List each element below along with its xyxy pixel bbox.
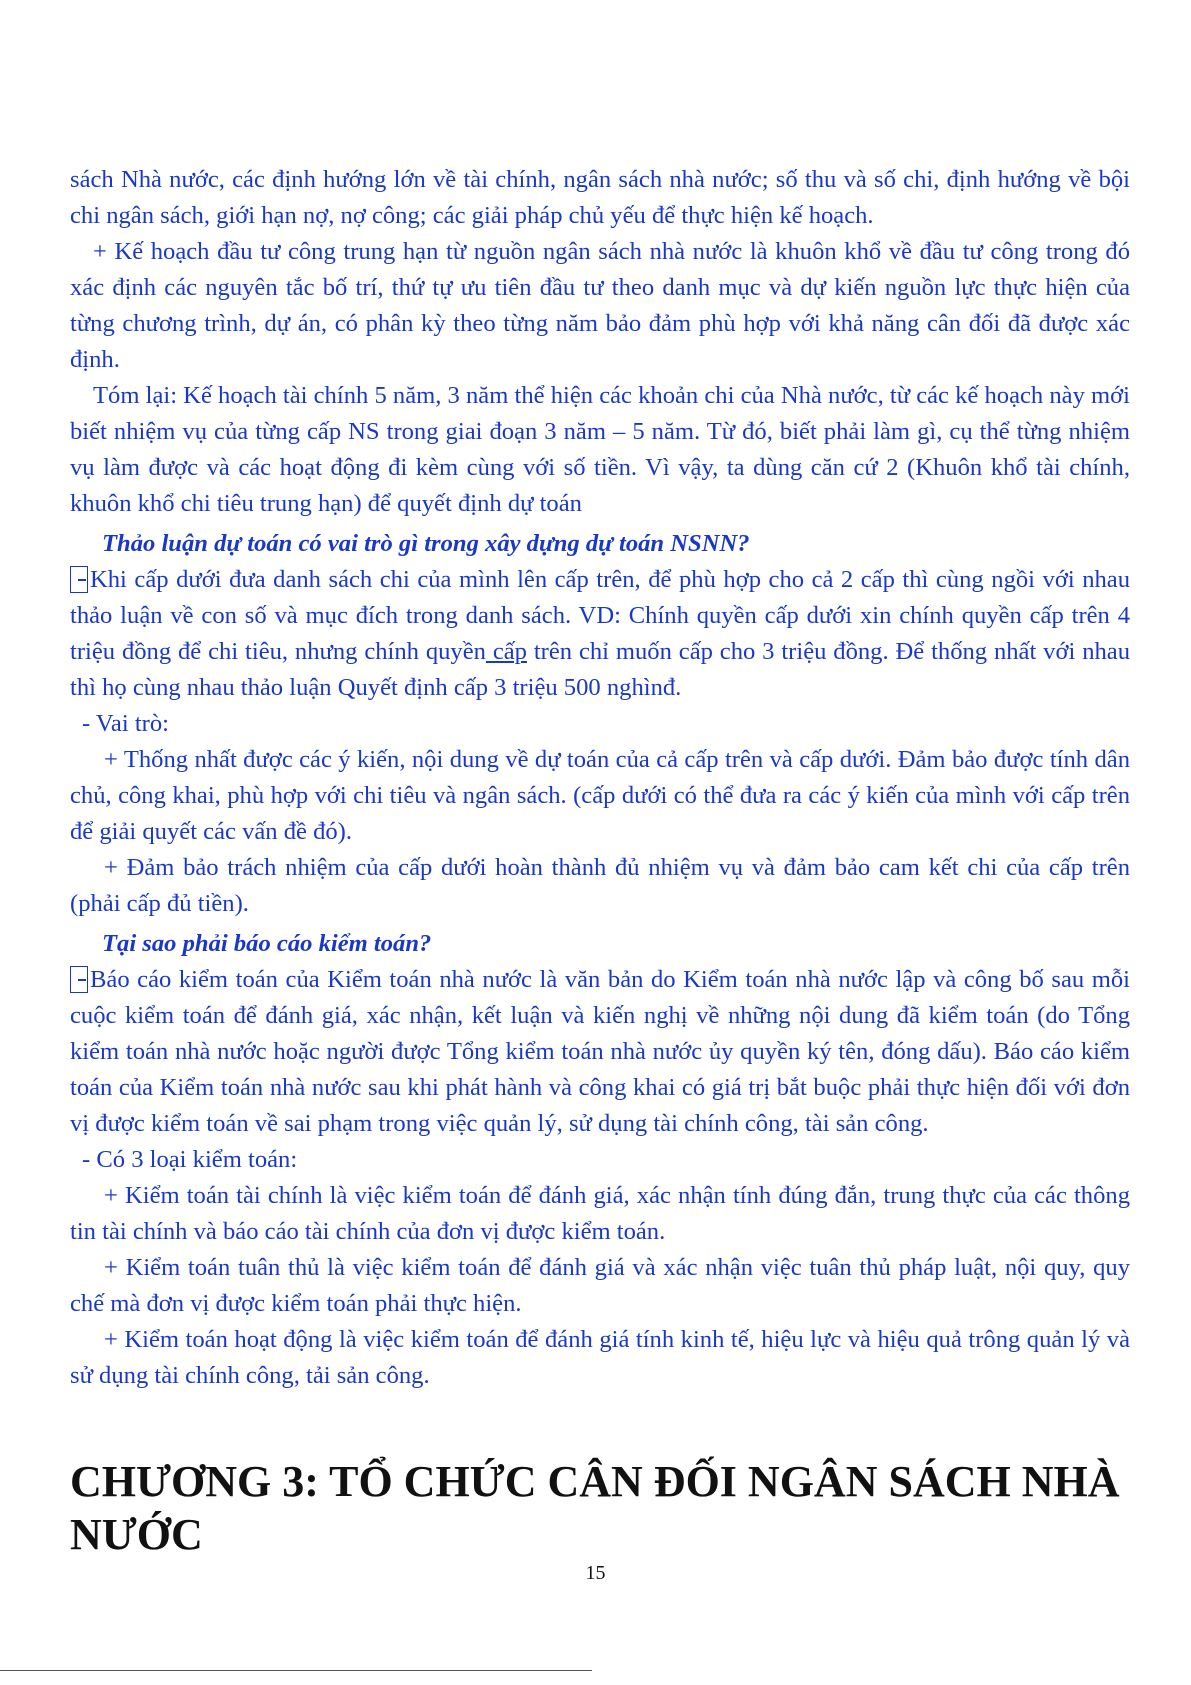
paragraph-role-1: + Thống nhất được các ý kiến, nội dung về dự toán của cả cấp trên và cấp dưới. Đảm bảo được tính dân chủ, công khai, phù hợp với chi tiêu và ngân sách. (cấp dưới có thể đưa ra các ý kiến của mình với cấp trên để giải quyết các vấn đề đó).: [70, 746, 1130, 845]
paragraph-audit-performance: + Kiểm toán hoạt động là việc kiểm toán để đánh giá tính kinh tế, hiệu lực và hiệu quả trông quản lý và sử dụng tài chính công, tải sản công.: [70, 1326, 1130, 1389]
paragraph-audit-types-label: - Có 3 loại kiểm toán:: [82, 1146, 298, 1173]
page-number: 15: [585, 1562, 606, 1584]
underlined-word: cấp: [485, 638, 527, 665]
paragraph-summary: Tóm lại: Kế hoạch tài chính 5 năm, 3 năm thể hiện các khoản chi của Nhà nước, từ các kế hoạch này mới biết nhiệm vụ của từng cấp NS trong giai đoạn 3 năm – 5 năm. Từ đó, biết phải làm gì, cụ thể từng nhiệm vụ làm được và các hoạt động đi kèm cùng với số tiền. Vì vậy, ta dùng căn cứ 2 (Khuôn khổ tài chính, khuôn khổ chi tiêu trung hạn) để quyết định dự toán: [70, 382, 1130, 517]
paragraph-budget-plan-end: sách Nhà nước, các định hướng lớn về tài chính, ngân sách nhà nước; số thu và số chi, định hướng về bội chi ngân sách, giới hạn nợ, nợ công; các giải pháp chủ yếu để thực hiện kế hoạch.: [70, 166, 1130, 229]
paragraph-role-label: - Vai trò:: [82, 710, 169, 737]
body-text: [70, 162, 1130, 1394]
question-heading-discussion: Thảo luận dự toán có vai trò gì trong xây dựng dự toán NSNN?: [102, 530, 750, 557]
paragraph-role-2: + Đảm bảo trách nhiệm của cấp dưới hoàn thành đủ nhiệm vụ và đảm bảo cam kết chi của cấp trên (phải cấp đủ tiền).: [70, 854, 1130, 917]
dash-box-icon: [70, 566, 88, 593]
paragraph-audit-answer: [70, 962, 1130, 1142]
answer-text-a: Khi cấp dưới đưa danh sách chi của mình lên cấp trên, để phù hợp cho cả 2 cấp thì cùng ngồi với nhau thảo luận về con số và mục đích trong danh sách. VD: Chính quyền cấp dưới xin chính quyền cấp trên 4 triệu đồng để chi tiêu, nhưng chính quyền: [70, 566, 1130, 665]
dash-box-icon: [70, 966, 88, 993]
answer-text-b: trên chỉ muốn cấp cho 3 triệu đồng. Để thống nhất với nhau thì họ cùng nhau thảo luận Quyết định cấp 3 triệu 500 nghìnđ.: [70, 638, 1131, 701]
audit-answer-text: Báo cáo kiểm toán của Kiểm toán nhà nước là văn bản do Kiểm toán nhà nước lập và công bố sau mỗi cuộc kiểm toán để đánh giá, xác nhận, kết luận và kiến nghị về những nội dung đã kiểm toán (do Tổng kiểm toán nhà nước hoặc người được Tổng kiểm toán nhà nước ủy quyền ký tên, đóng dấu). Báo cáo kiểm toán của Kiểm toán nhà nước sau khi phát hành và công khai có giá trị bắt buộc phải thực hiện đối với đơn vị được kiểm toán về sai phạm trong việc quản lý, sử dụng tài chính công, tài sản công.: [70, 966, 1130, 1137]
paragraph-audit-compliance: + Kiểm toán tuân thủ là việc kiểm toán để đánh giá và xác nhận việc tuân thủ pháp luật, nội quy, quy chế mà đơn vị được kiểm toán phải thực hiện.: [70, 1254, 1130, 1317]
question-heading-audit: Tại sao phải báo cáo kiểm toán?: [102, 930, 432, 957]
paragraph-public-investment: + Kế hoạch đầu tư công trung hạn từ nguồn ngân sách nhà nước là khuôn khổ về đầu tư công trong đó xác định các nguyên tắc bố trí, thứ tự ưu tiên đầu tư theo danh mục và dự kiến nguồn lực thực hiện của từng chương trình, dự án, có phân kỳ theo từng năm bảo đảm phù hợp với khả năng cân đối đã được xác định.: [70, 238, 1130, 373]
footer-divider: [0, 1670, 592, 1671]
chapter-heading: CHƯƠNG 3: TỔ CHỨC CÂN ĐỐI NGÂN SÁCH NHÀ NƯỚC: [70, 1457, 1120, 1559]
paragraph-discussion-answer: [70, 562, 1130, 706]
paragraph-audit-financial: + Kiểm toán tài chính là việc kiểm toán để đánh giá, xác nhận tính đúng đắn, trung thực của các thông tin tài chính và báo cáo tài chính của đơn vị được kiểm toán.: [70, 1182, 1130, 1245]
